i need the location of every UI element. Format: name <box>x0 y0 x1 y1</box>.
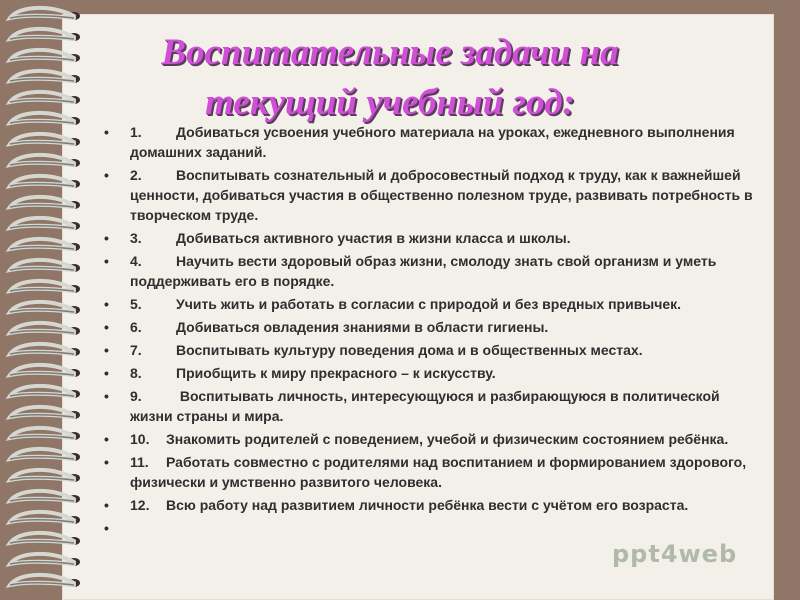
item-number: 1. <box>130 124 142 140</box>
list-item <box>104 122 754 162</box>
item-number: 12. <box>130 497 150 513</box>
item-text: Научить вести здоровый образ жизни, смолоду знать свой организм и уметь поддерживать его в порядке. <box>130 253 717 289</box>
item-text: Работать совместно с родителями над воспитанием и формированием здорового, физически и умственно развитого человека. <box>130 454 747 490</box>
list-item <box>104 165 754 225</box>
list-item <box>104 317 754 337</box>
item-text: Учить жить и работать в согласии с природой и без вредных привычек. <box>176 296 682 312</box>
item-text: Добиваться овладения знаниями в области гигиены. <box>176 319 549 335</box>
tasks-list <box>104 122 754 541</box>
page-title <box>110 28 670 128</box>
list-item <box>104 495 754 515</box>
item-number: 7. <box>130 342 142 358</box>
item-text: Приобщить к миру прекрасного – к искусству. <box>176 365 496 381</box>
item-number: 3. <box>130 230 142 246</box>
list-item <box>104 518 754 538</box>
item-text: Знакомить родителей с поведением, учебой и физическим состоянием ребёнка. <box>166 431 729 447</box>
list-item <box>104 228 754 248</box>
list-item <box>104 251 754 291</box>
item-number: 4. <box>130 253 142 269</box>
item-number: 10. <box>130 431 150 447</box>
list-item <box>104 452 754 492</box>
spiral-binding <box>0 0 90 600</box>
item-text: Воспитывать личность, интересующуюся и разбирающуюся в политической жизни страны и мира. <box>130 388 720 424</box>
item-text: Воспитывать сознательный и добросовестный подход к труду, как к важнейшей ценности, добиваться участия в общественно полезном труде, развивать потребность в творческом труде. <box>130 167 753 223</box>
list-item <box>104 386 754 426</box>
item-number: 6. <box>130 319 142 335</box>
item-number: 8. <box>130 365 142 381</box>
item-text: Добиваться активного участия в жизни класса и школы. <box>176 230 571 246</box>
item-number: 11. <box>130 454 149 470</box>
item-number: 5. <box>130 296 142 312</box>
item-number: 2. <box>130 167 142 183</box>
list-item <box>104 429 754 449</box>
watermark: ppt4web <box>612 540 738 568</box>
item-text: Добиваться усвоения учебного материала на уроках, ежедневного выполнения домашних заданий. <box>130 124 735 160</box>
list-item <box>104 294 754 314</box>
item-number: 9. <box>130 388 142 404</box>
title-line-1: Воспитательные задачи на <box>161 32 619 73</box>
title-line-2: текущий учебный год: <box>205 82 575 123</box>
item-text: Воспитывать культуру поведения дома и в общественных местах. <box>176 342 643 358</box>
item-text: Всю работу над развитием личности ребёнка вести с учётом его возраста. <box>166 497 689 513</box>
list-item <box>104 363 754 383</box>
list-item <box>104 340 754 360</box>
